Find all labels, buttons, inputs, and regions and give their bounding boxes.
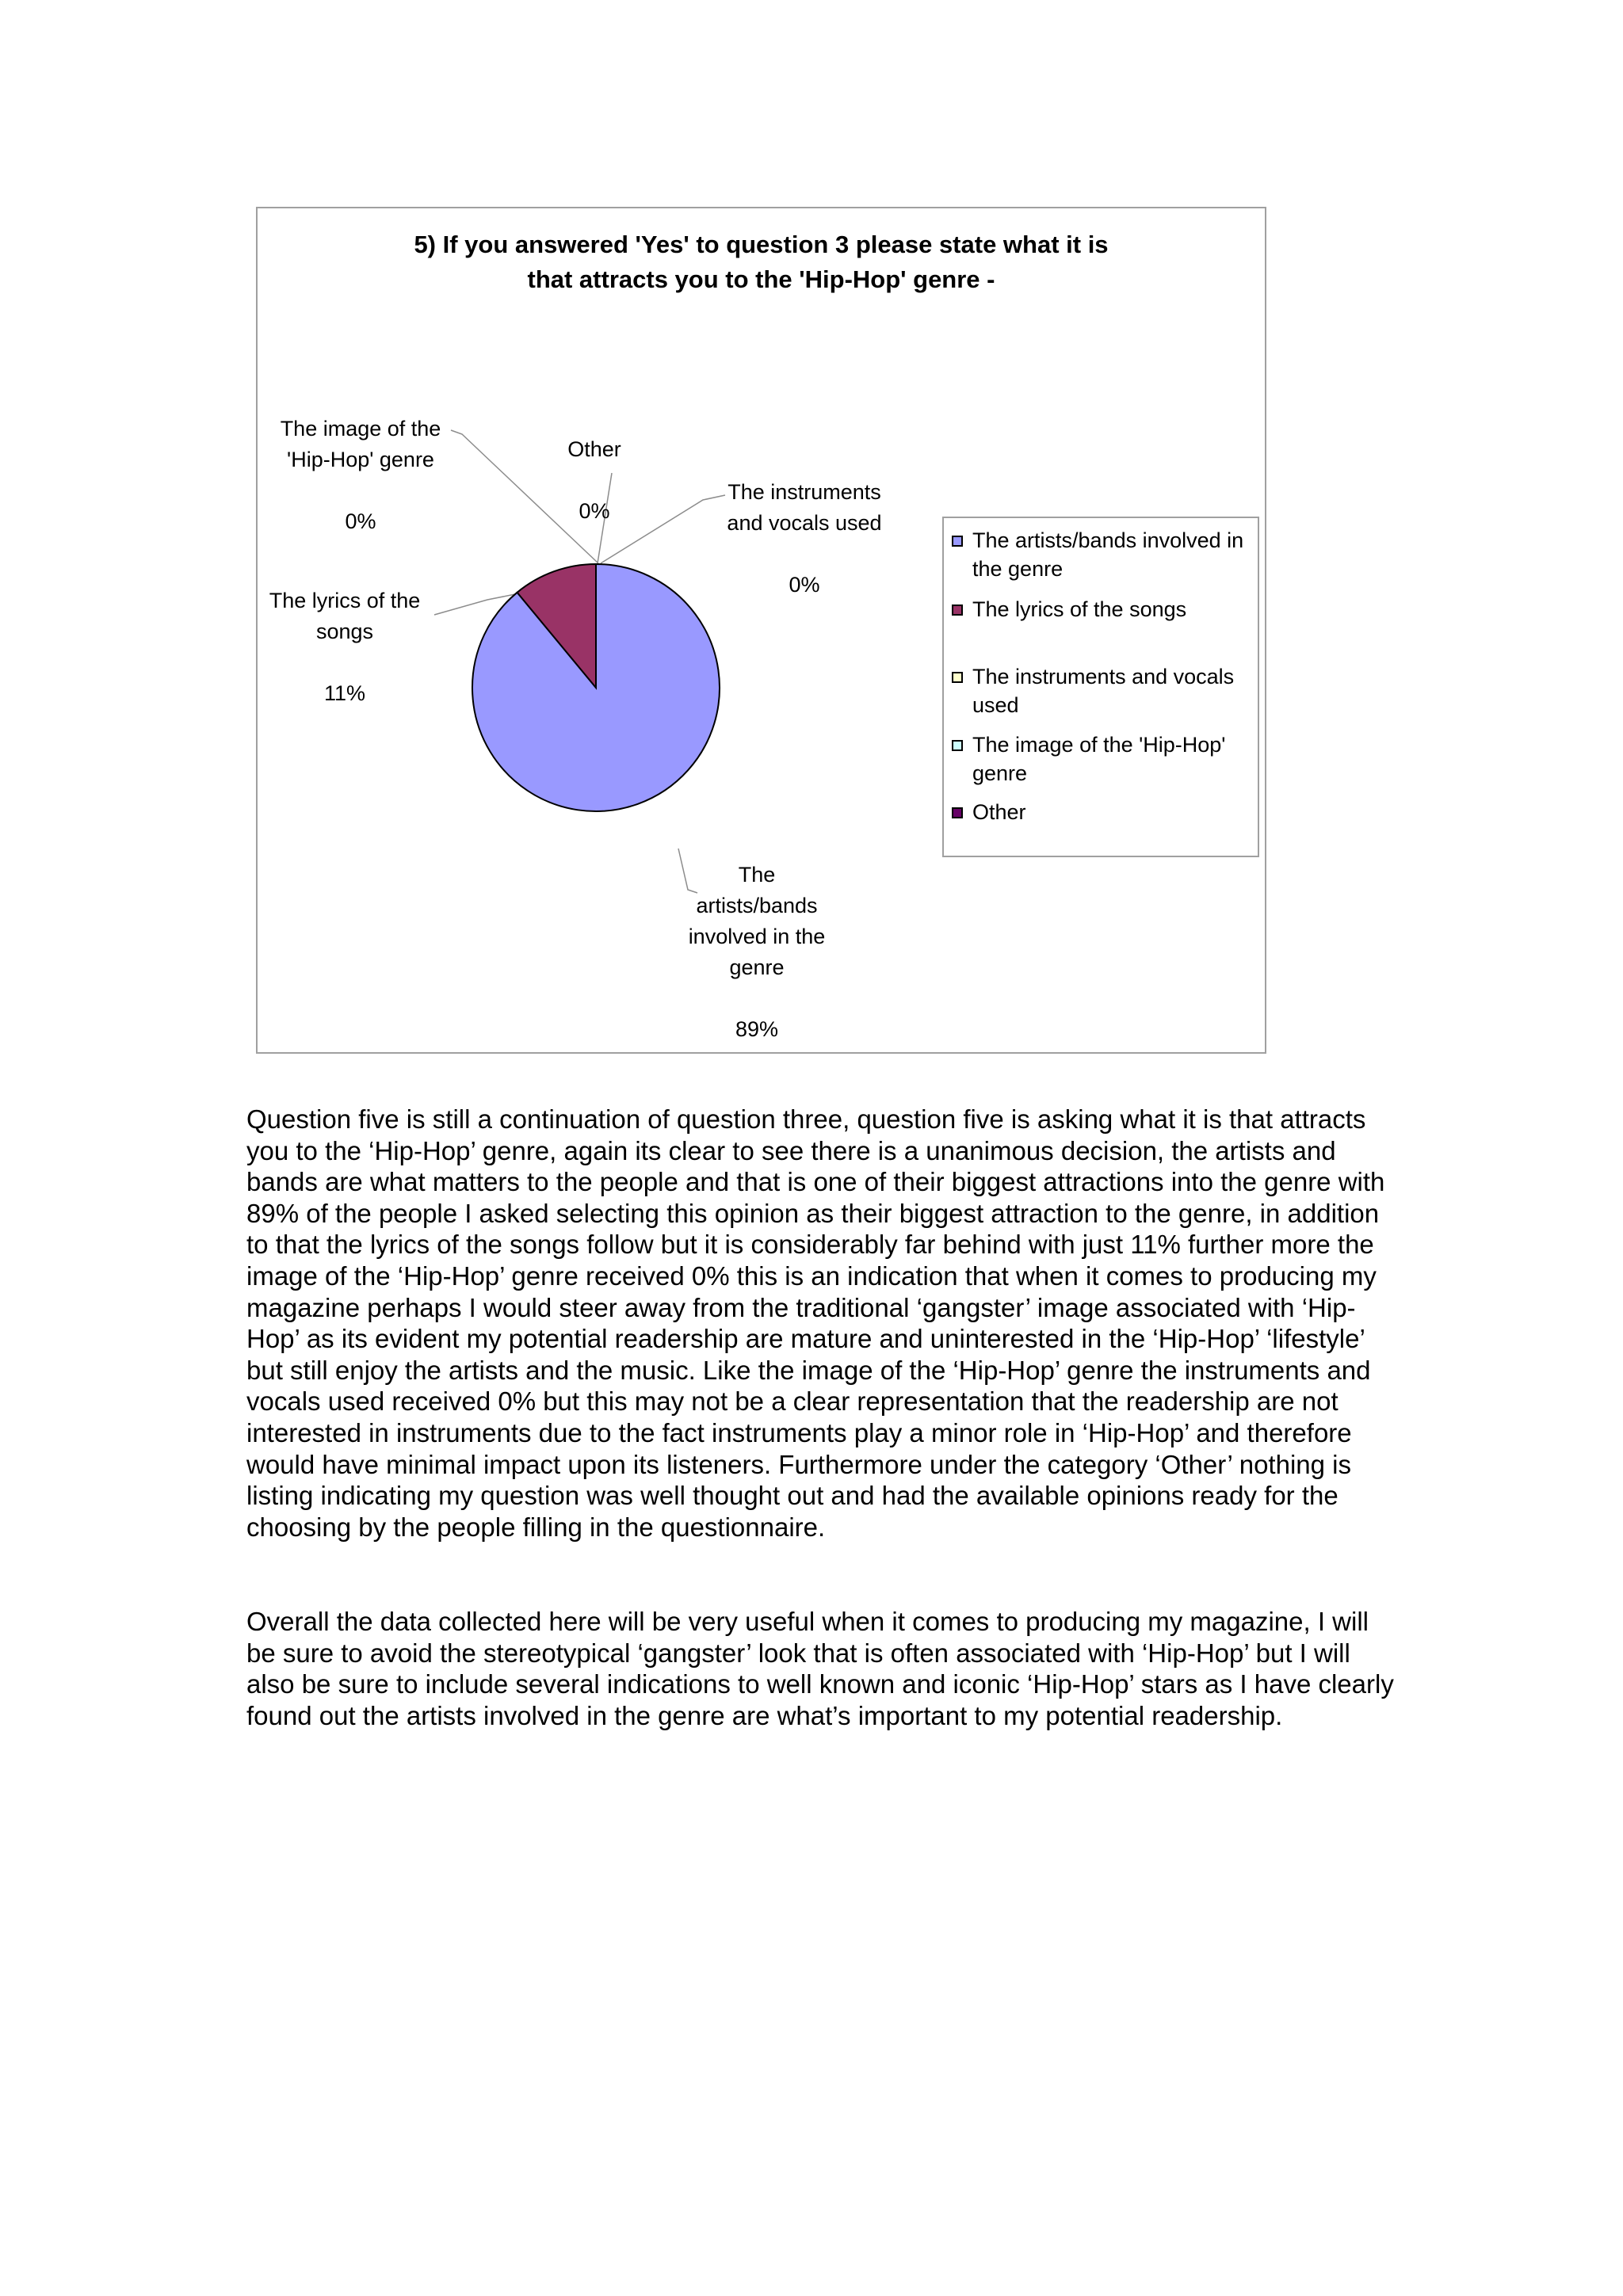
slice-label-artists: The artists/bands involved in the genre 89% (688, 863, 826, 1041)
chart-area (256, 207, 1266, 1054)
slice-label-instruments: The instruments and vocals used 0% (727, 480, 882, 597)
chart-legend (942, 517, 1259, 857)
legend-swatch-image (952, 740, 963, 751)
legend-item-instruments: The instruments and vocals used (952, 662, 1253, 719)
body-paragraph-1: Question five is still a continuation of question three, question five is asking what it is that attracts you to the ‘Hip-Hop’ genre, again its clear to see there is a unanimous decision, the artists and bands are what matters to the people and that is one of their biggest attractions into the genre with 89% of the people I asked selecting this opinion as their biggest attraction to the genre, in addition to that the lyrics of the songs follow but it is considerably far behind with just 11% further more the image of the ‘Hip-Hop’ genre received 0% this is an indication that when it comes to producing my magazine perhaps I would steer away from the traditional ‘gangster’ image associated with ‘Hip-Hop’ as its evident my potential readership are mature and uninterested in the ‘Hip-Hop’ ‘lifestyle’ but still enjoy the artists and the music. Like the image of the ‘Hip-Hop’ genre the instruments and vocals used received 0% but this may not be a clear representation that the readership are not interested in instruments due to the fact instruments play a minor role in ‘Hip-Hop’ and therefore would have minimal impact upon its listeners. Furthermore under the category ‘Other’ nothing is listing indicating my question was well thought out and had the available opinions ready for the choosing by the people filling in the questionnaire. (246, 1104, 1385, 1542)
slice-label-image: The image of the 'Hip-Hop' genre 0% (280, 417, 441, 533)
chart-title: 5) If you answered 'Yes' to question 3 please state what it is that attracts you to the 'Hip-Hop' genre - (414, 231, 1109, 293)
legend-item-artists: The artists/bands involved in the genre (952, 526, 1253, 583)
slice-label-lyrics: The lyrics of the songs 11% (269, 589, 421, 705)
slice-label-other: Other 0% (567, 437, 621, 523)
legend-swatch-instruments (952, 672, 963, 683)
legend-swatch-other (952, 807, 963, 818)
legend-item-lyrics: The lyrics of the songs (952, 595, 1253, 624)
body-paragraph-2: Overall the data collected here will be very useful when it comes to producing my magazine, I will be sure to avoid the stereotypical ‘gangster’ look that is often associated with ‘Hip-Hop’ but I will also be sure to include several indications to well known and iconic ‘Hip-Hop’ stars as I have clearly found out the artists involved in the genre are what’s important to my potential readership. (246, 1607, 1394, 1730)
legend-swatch-lyrics (952, 605, 963, 616)
legend-item-other: Other (952, 798, 1253, 826)
legend-item-image: The image of the 'Hip-Hop' genre (952, 730, 1253, 788)
legend-swatch-artists (952, 536, 963, 547)
